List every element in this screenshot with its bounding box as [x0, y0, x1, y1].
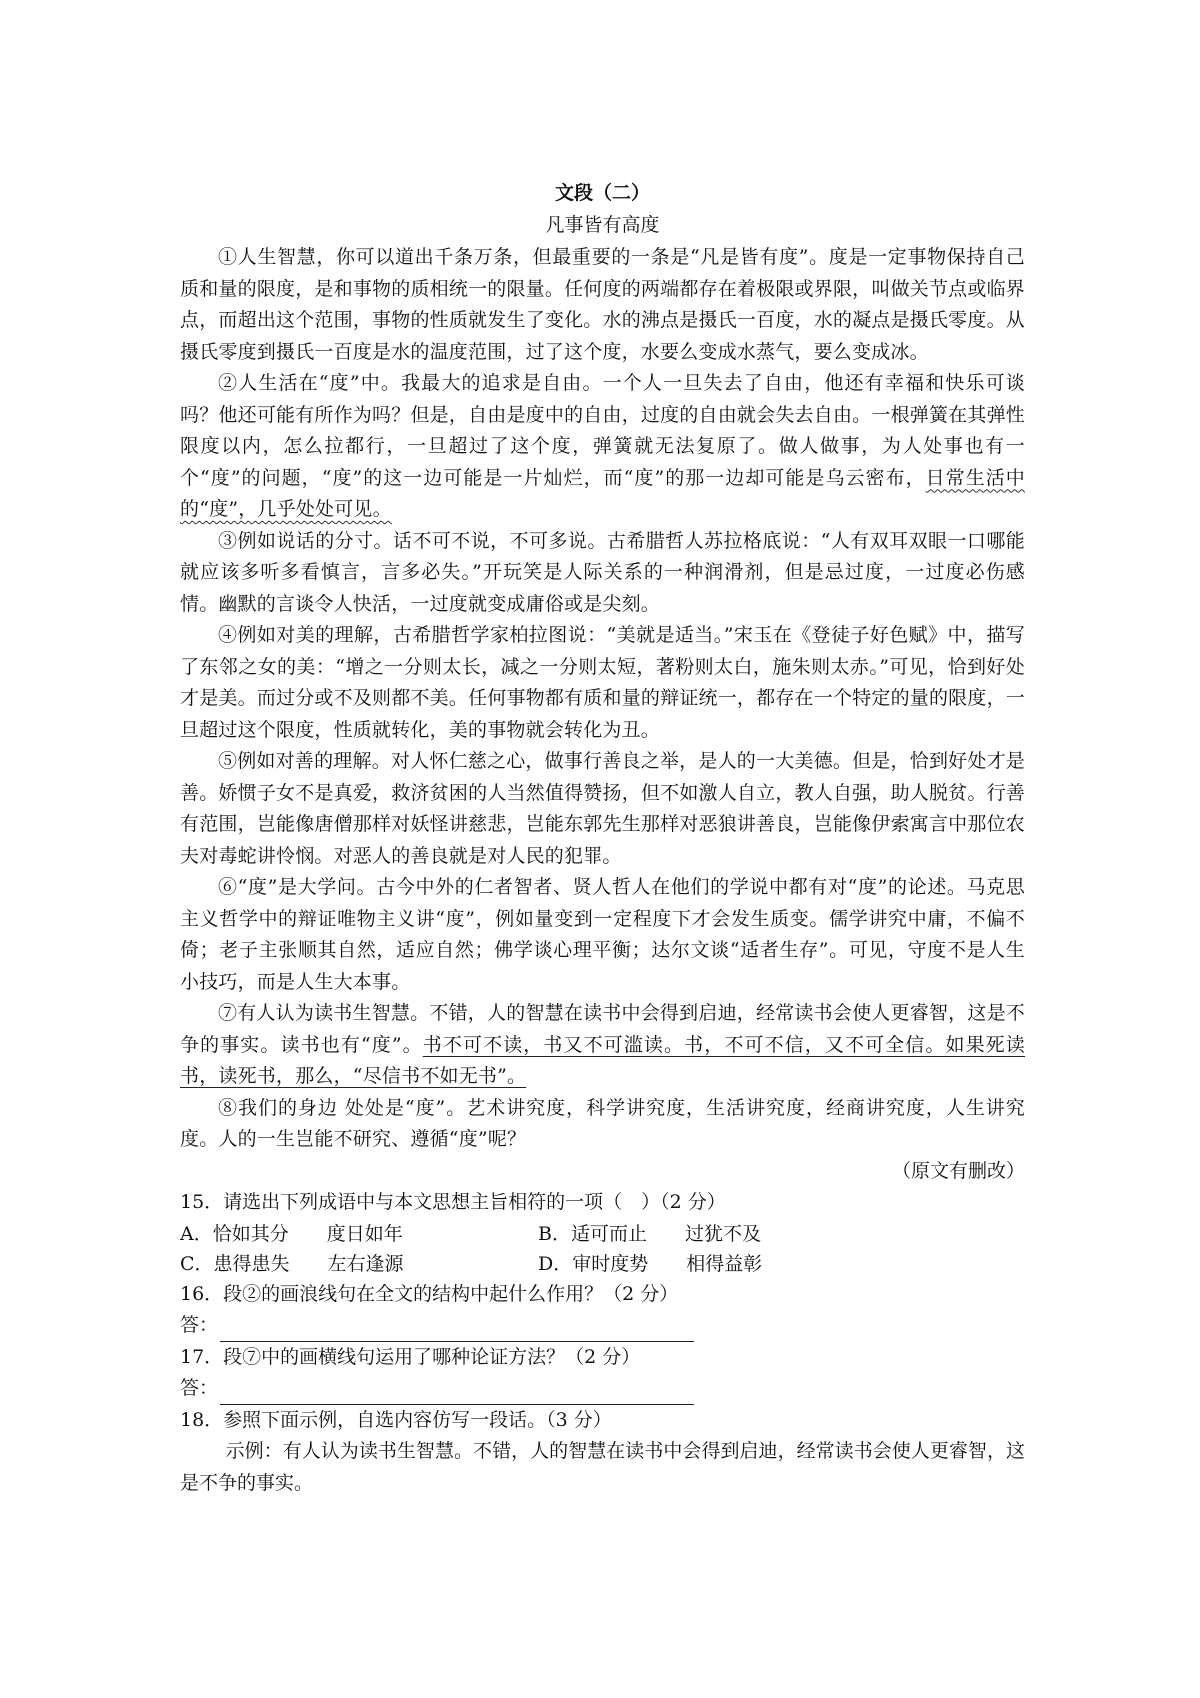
option-d[interactable]: D．审时度势 相得益彰 [538, 1252, 763, 1275]
answer-label: 答： [180, 1377, 219, 1399]
paragraph-4: ④例如对美的理解，古希腊哲学家柏拉图说：“美就是适当。”宋玉在《登徒子好色赋》中，描写了东邻之女的美：“增之一分则太长，减之一分则太短，著粉则太白，施朱则太赤。”可见，恰到好处才是美。而过分或不及则都不美。任何事物都有质和量的辩证统一，都存在一个特定的量的限度，一旦超过这个限度，性质就转化，美的事物就会转化为丑。 [180, 624, 1025, 741]
option-b[interactable]: B．适可而止 过犹不及 [538, 1222, 761, 1245]
paragraph-2 [180, 368, 1025, 526]
question-16-answer [180, 1310, 1025, 1342]
question-16: 16．段②的画浪线句在全文的结构中起什么作用？（2 分） [180, 1282, 679, 1305]
paragraph-8: ⑧我们的身边 处处是“度”。艺术讲究度，科学讲究度，生活讲究度，经商讲究度，人生讲究度。人的一生岂能不研究、遵循“度”呢？ [180, 1096, 1025, 1150]
answer-line[interactable] [220, 1382, 694, 1405]
answer-label: 答： [180, 1314, 219, 1336]
question-17-answer [180, 1373, 1025, 1405]
paragraph-5: ⑤例如对善的理解。对人怀仁慈之心，做事行善良之举，是人的一大美德。但是，恰到好处才是善。娇惯子女不是真爱，救济贫困的人当然值得赞扬，但不如激人自立，教人自强，助人脱贫。行善有范围，岂能像唐僧那样对妖怪讲慈悲，岂能东郭先生那样对恶狼讲善良，岂能像伊索寓言中那位农夫对毒蛇讲怜悯。对恶人的善良就是对人民的犯罪。 [180, 750, 1025, 867]
section-title: 文段（二） [554, 182, 650, 204]
wavy-underlined-sentence: 日常生活中的“度”，几乎处处可见。 [180, 466, 1025, 520]
answer-line[interactable] [220, 1319, 694, 1342]
question-18-example: 示例：有人认为读书生智慧。不错，人的智慧在读书中会得到启迪，经常读书会使人更睿智，这是不争的事实。 [180, 1440, 1025, 1494]
paragraph-1: ①人生智慧，你可以道出千条万条，但最重要的一条是“凡是皆有度”。度是一定事物保持自己质和量的限度，是和事物的质相统一的限量。任何度的两端都存在着极限或界限，叫做关节点或临界点，而超出这个范围，事物的性质就发生了变化。水的沸点是摄氏一百度，水的凝点是摄氏零度。从摄氏零度到摄氏一百度是水的温度范围，过了这个度，水要么变成水蒸气，要么变成冰。 [180, 246, 1025, 363]
question-15-options [180, 1219, 1025, 1279]
paragraph-3: ③例如说话的分寸。话不可不说，不可多说。古希腊哲人苏拉格底说：“人有双耳双眼一口哪能就应该多听多看慎言，言多必失。”开玩笑是人际关系的一种润滑剂，但是忌过度，一过度必伤感情。幽默的言谈令人快活，一过度就变成庸俗或是尖刻。 [180, 529, 1025, 615]
paragraph-7-text: ⑦有人认为读书生智慧。不错，人的智慧在读书中会得到启迪，经常读书会使人更睿智，这是不争的事实。读书也有“度”。 [180, 1002, 1025, 1056]
underlined-sentence: 书不可不读，书又不可滥读。书，不可不信，又不可全信。如果死读书，读死书，那么，“尽信书不如无书”。 [180, 1033, 1025, 1087]
question-18: 18．参照下面示例，自选内容仿写一段话。（3 分） [180, 1408, 612, 1431]
paragraph-6: ⑥“度”是大学问。古今中外的仁者智者、贤人哲人在他们的学说中都有对“度”的论述。马克思主义哲学中的辩证唯物主义讲“度”，例如量变到一定程度下才会发生质变。儒学讲究中庸，不偏不倚；老子主张顺其自然，适应自然；佛学谈心理平衡；达尔文谈“适者生存”。可见，守度不是人生小技巧，而是人生大本事。 [180, 876, 1025, 993]
question-15: 15．请选出下列成语中与本文思想主旨相符的一项（ ）（2 分） [180, 1191, 726, 1213]
paragraph-2-text: ②人生活在“度”中。我最大的追求是自由。一个人一旦失去了自由，他还有幸福和快乐可谈吗？他还可能有所作为吗？但是，自由是度中的自由，过度的自由就会失去自由。一根弹簧在其弹性限度以内，怎么拉都行，一旦超过了这个度，弹簧就无法复原了。做人做事，为人处事也有一个“度”的问题，“度”的这一边可能是一片灿烂，而“度”的那一边却可能是乌云密布， [180, 372, 1025, 489]
article-title: 凡事皆有高度 [545, 214, 660, 236]
source-note: （原文有删改） [891, 1159, 1025, 1182]
document-page [180, 178, 1025, 1499]
paragraph-7 [180, 998, 1025, 1093]
option-a[interactable]: A．恰如其分 度日如年 [180, 1222, 403, 1245]
question-17: 17．段⑦中的画横线句运用了哪种论证方法？（2 分） [180, 1345, 641, 1368]
option-c[interactable]: C．患得患失 左右逢源 [180, 1252, 404, 1275]
